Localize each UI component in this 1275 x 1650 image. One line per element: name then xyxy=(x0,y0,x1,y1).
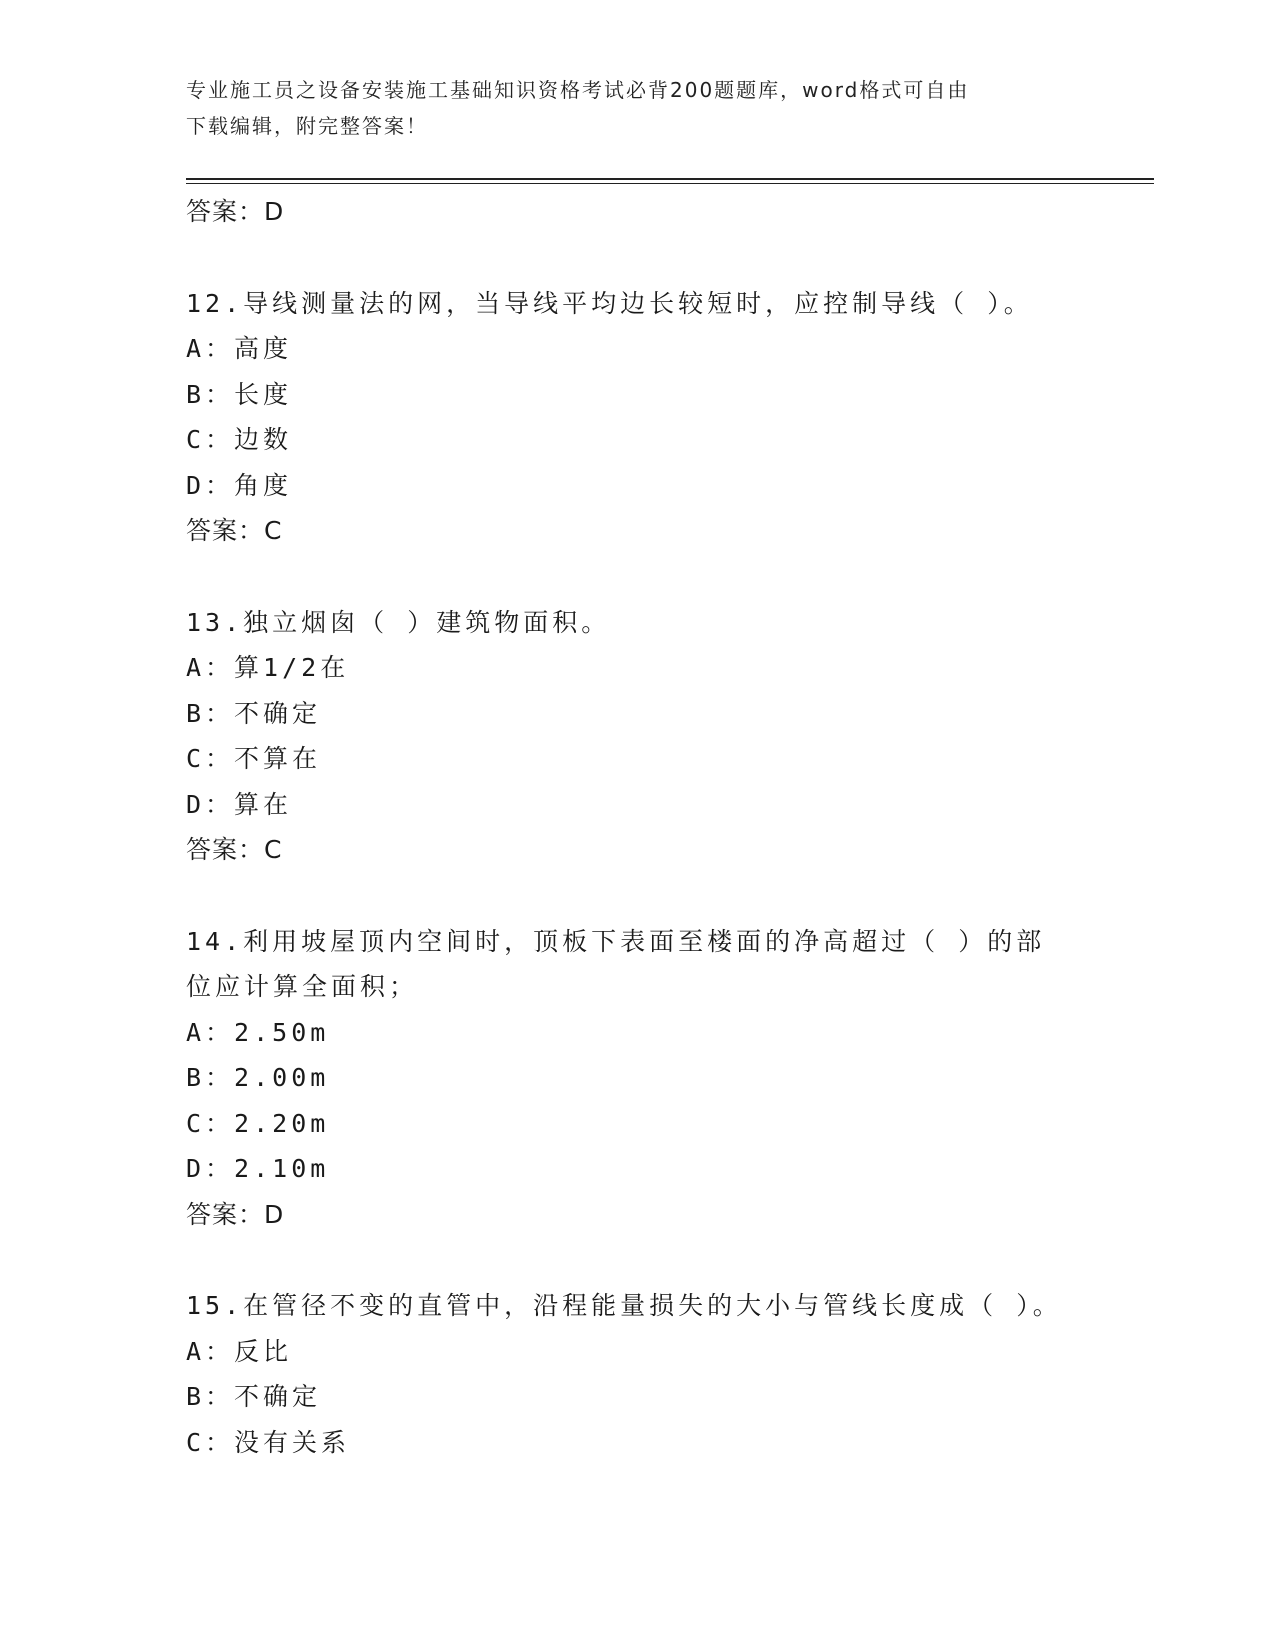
spacer xyxy=(186,554,1086,600)
question-15-option-c: C：没有关系 xyxy=(186,1427,351,1457)
question-list xyxy=(186,189,1086,1465)
spacer xyxy=(186,873,1086,919)
question-14-option-b: B：2.00m xyxy=(186,1063,330,1092)
question-14-text: 14.利用坡屋顶内空间时，顶板下表面至楼面的净高超过（ ）的部位应计算全面积； xyxy=(186,926,1046,1001)
document-header xyxy=(186,72,1086,144)
question-14-option-d: D：2.10m xyxy=(186,1154,330,1183)
header-line-2: 下载编辑，附完整答案！ xyxy=(186,114,428,138)
question-12-option-d: D：角度 xyxy=(186,470,293,500)
question-13-option-d: D：算在 xyxy=(186,789,293,819)
question-14-answer: 答案：D xyxy=(186,1199,285,1229)
spacer xyxy=(186,235,1086,281)
question-15-text: 15.在管径不变的直管中，沿程能量损失的大小与管线长度成（ ）。 xyxy=(186,1291,1062,1320)
question-12-answer: 答案：C xyxy=(186,516,283,545)
header-divider-thin xyxy=(186,183,1154,184)
header-line-1: 专业施工员之设备安装施工基础知识资格考试必背200题题库，word格式可自由 xyxy=(186,78,970,102)
question-12-option-b: B：长度 xyxy=(186,379,293,409)
question-12-option-a: A：高度 xyxy=(186,334,293,363)
question-13-text: 13.独立烟囱（ ）建筑物面积。 xyxy=(186,607,611,637)
previous-answer: 答案：D xyxy=(186,197,285,226)
question-13-option-a: A：算1/2在 xyxy=(186,653,350,682)
question-13-answer: 答案：C xyxy=(186,835,283,864)
question-15-option-b: B：不确定 xyxy=(186,1382,322,1411)
question-12-text: 12.导线测量法的网，当导线平均边长较短时，应控制导线（ ）。 xyxy=(186,288,1033,318)
question-13-option-c: C：不算在 xyxy=(186,744,322,773)
header-divider-thick xyxy=(186,178,1154,180)
spacer xyxy=(186,1237,1086,1283)
question-12-option-c: C：边数 xyxy=(186,425,293,454)
question-14-option-c: C：2.20m xyxy=(186,1108,330,1138)
question-13-option-b: B：不确定 xyxy=(186,698,322,728)
question-14-option-a: A：2.50m xyxy=(186,1017,330,1047)
question-15-option-a: A：反比 xyxy=(186,1336,293,1366)
